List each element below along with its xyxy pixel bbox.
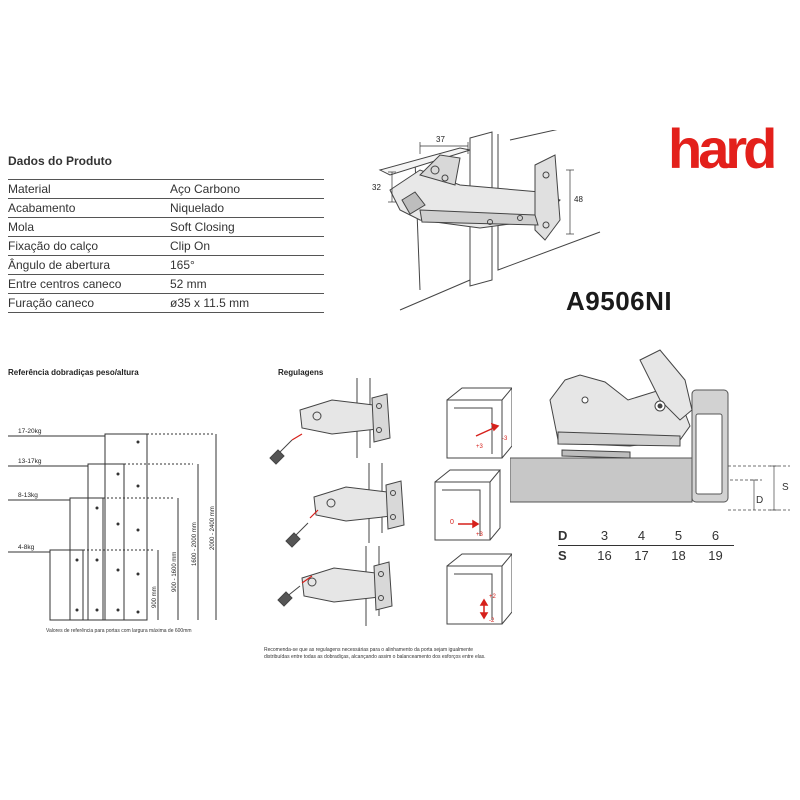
ds-s-value: 19 — [708, 548, 723, 563]
side-zero-label: 0 — [450, 519, 454, 526]
adjustments-note-line1: Recomenda-se que as regulagens necessárias para o alinhamento da porta sejam igualmente — [264, 647, 474, 653]
depth-plus-label: +3 — [476, 444, 483, 450]
weight-label: 13-17kg — [18, 458, 42, 465]
spec-value: Clip On — [170, 237, 324, 256]
dim-height-left-label: 32 — [372, 183, 381, 192]
spec-row — [8, 218, 324, 237]
spec-value: Aço Carbono — [170, 180, 324, 199]
adjust-side-hinge — [286, 463, 404, 547]
weight-height-chart — [8, 420, 248, 630]
spec-label: Entre centros caneco — [8, 275, 170, 294]
product-specs-table — [8, 179, 324, 313]
overlay-d-label: D — [756, 495, 764, 506]
overlay-diagram — [510, 340, 795, 520]
brand-logo-text: hard — [668, 118, 774, 178]
brand-logo — [668, 118, 793, 178]
spec-row — [8, 294, 324, 313]
spec-row — [8, 180, 324, 199]
side-plus-label: +3 — [476, 532, 483, 538]
depth-minus-label: -3 — [502, 436, 508, 442]
ds-d-value: 6 — [697, 526, 734, 546]
cabinet-side-box — [435, 470, 500, 540]
spec-value: 52 mm — [170, 275, 324, 294]
cabinet-panel — [510, 458, 692, 502]
spec-label: Furação caneco — [8, 294, 170, 313]
ds-d-value: 3 — [586, 526, 623, 546]
height-label: 1600 - 2000 mm — [192, 522, 198, 566]
cabinet-height-box — [447, 554, 512, 624]
dim-width-label: 37 — [436, 135, 445, 144]
spec-value: Soft Closing — [170, 218, 324, 237]
ds-table — [558, 526, 734, 565]
spec-label: Mola — [8, 218, 170, 237]
height-label: 900 mm — [152, 586, 158, 608]
spec-row — [8, 237, 324, 256]
ds-s-header: S — [558, 548, 567, 563]
ds-s-value: 17 — [634, 548, 649, 563]
adjustments-note-line2: distribuídas entre todas as dobradiças, alcançando assim o balanceamento dos esforços entre elas. — [264, 653, 486, 660]
ds-s-value: 16 — [597, 548, 612, 563]
ds-d-value: 4 — [623, 526, 660, 546]
height-label: 2000 - 2400 mm — [210, 506, 216, 550]
door-17-20kg — [105, 434, 147, 620]
adjustments-note — [264, 647, 524, 660]
weight-label: 8-13kg — [18, 492, 38, 499]
spec-label: Material — [8, 180, 170, 199]
adjust-height-hinge — [278, 546, 392, 626]
height-plus-label: +2 — [489, 594, 496, 600]
adjustments-title: Regulagens — [278, 368, 324, 377]
ds-d-header: D — [558, 526, 586, 546]
spec-row — [8, 275, 324, 294]
weight-label: 4-8kg — [18, 544, 35, 551]
spec-row — [8, 256, 324, 275]
height-minus-label: -2 — [489, 618, 495, 624]
weight-reference-title: Referência dobradiças peso/altura — [8, 368, 139, 377]
spec-label: Acabamento — [8, 199, 170, 218]
spec-label: Fixação do calço — [8, 237, 170, 256]
ds-row-s — [558, 546, 734, 566]
weight-reference-note: Valores de referência para portas com largura máxima de 600mm — [46, 628, 192, 634]
ds-d-value: 5 — [660, 526, 697, 546]
overlay-s-label: S — [782, 482, 789, 493]
ds-row-d — [558, 526, 734, 546]
model-number: A9506NI — [566, 286, 673, 316]
spec-label: Ângulo de abertura — [8, 256, 170, 275]
dim-height-right-label: 48 — [574, 195, 583, 204]
spec-row — [8, 199, 324, 218]
ds-s-value: 18 — [671, 548, 686, 563]
spec-value: 165° — [170, 256, 324, 275]
height-label: 900 - 1600 mm — [172, 551, 178, 592]
adjustments-diagrams — [262, 378, 512, 643]
product-specs-title: Dados do Produto — [8, 154, 112, 168]
door-13-17kg — [88, 464, 124, 620]
adjust-depth-hinge — [270, 378, 390, 464]
spec-value: Niquelado — [170, 199, 324, 218]
spec-value: ø35 x 11.5 mm — [170, 294, 324, 313]
weight-label: 17-20kg — [18, 428, 42, 435]
